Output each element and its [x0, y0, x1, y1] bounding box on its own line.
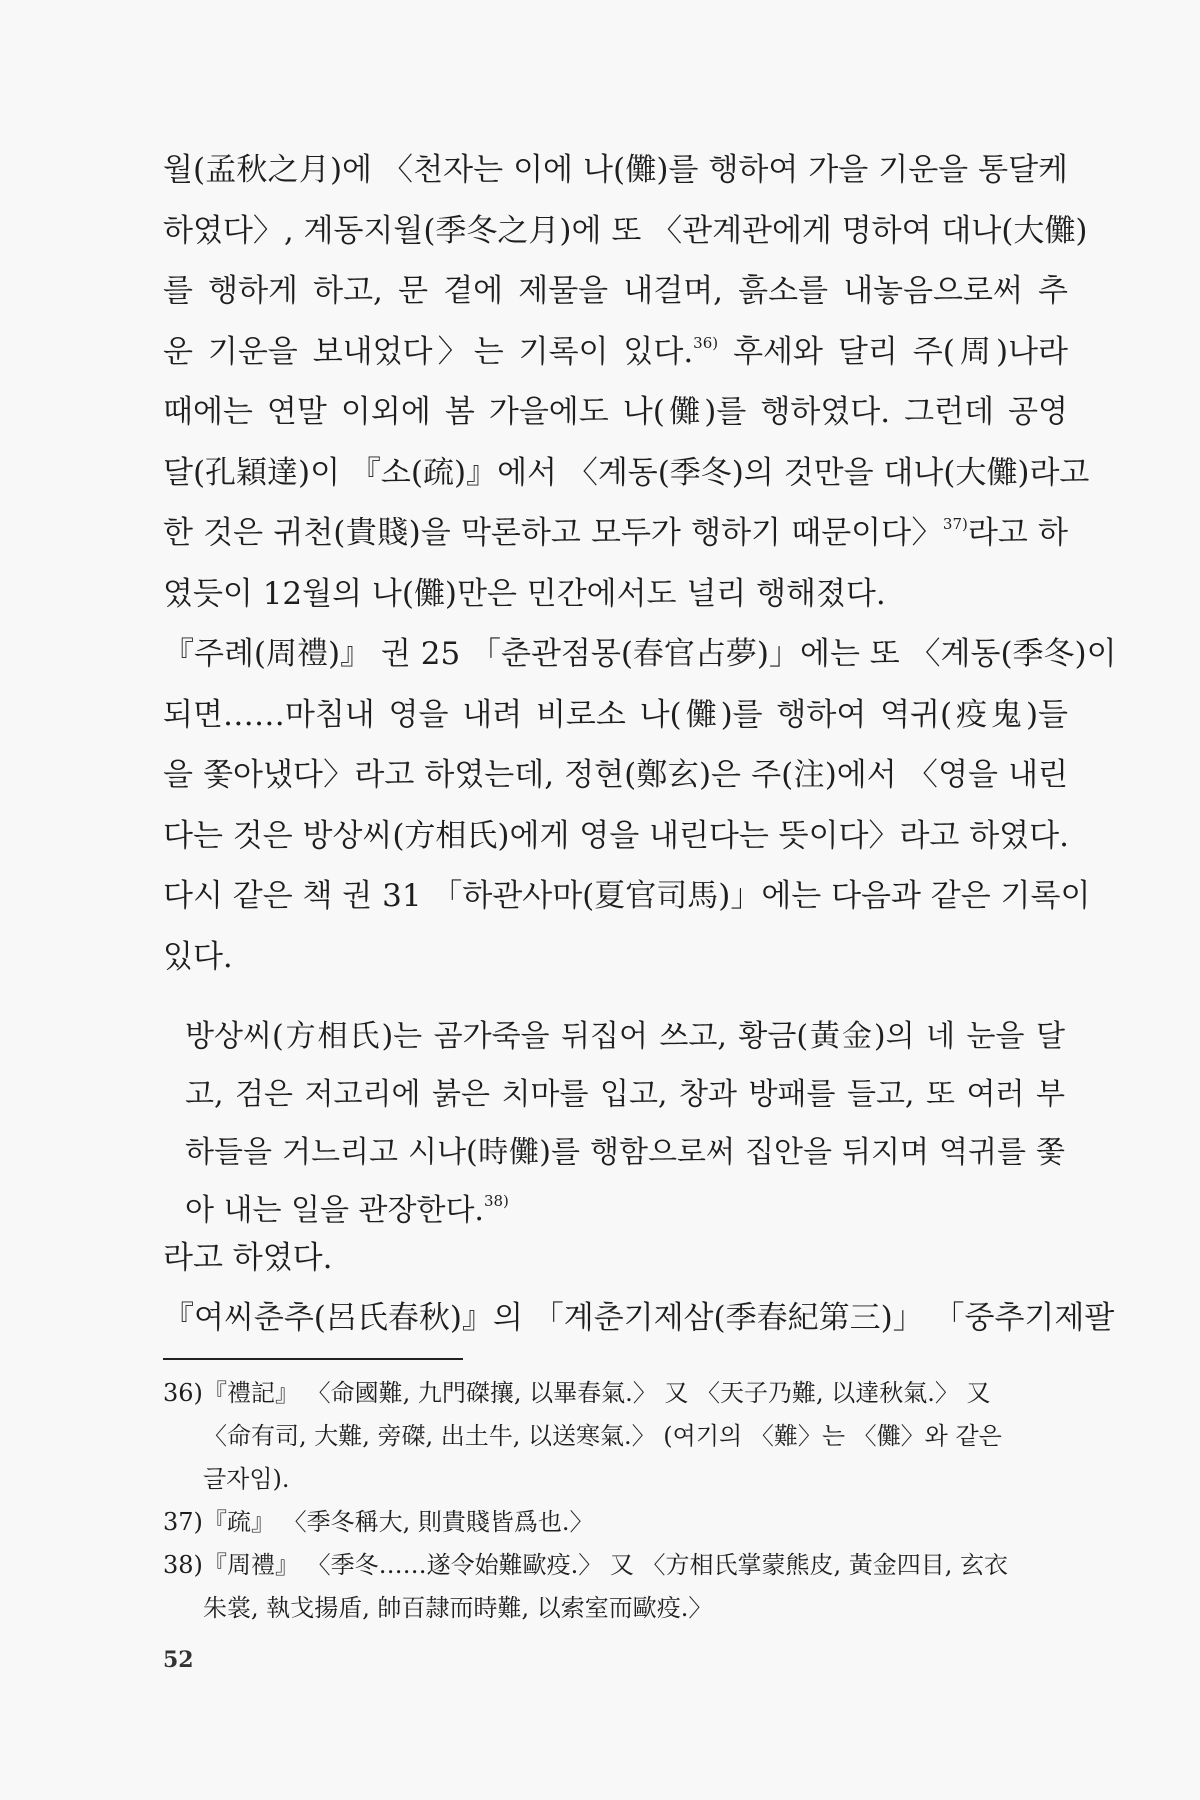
footnote-text: 글자임).: [203, 1465, 290, 1493]
footnote-text: 〈命有司, 大難, 旁磔, 出土牛, 以送寒氣.〉 (여기의 〈難〉는 〈儺〉와 같은: [203, 1422, 1002, 1450]
quote-line: 하들을 거느리고 시나(時儺)를 행함으로써 집안을 뒤지며 역귀를 쫓: [185, 1135, 1065, 1170]
text-line: 라고 하였다.: [163, 1240, 333, 1276]
footnote-ref-37: 37): [942, 515, 968, 533]
footnote-text: 朱裳, 執戈揚盾, 帥百隷而時難, 以索室而歐疫.〉: [203, 1594, 713, 1622]
text-line: 를 행하게 하고, 문 곁에 제물을 내걸며, 흙소를 내놓음으로써 추: [163, 273, 1068, 309]
text-line: 달(孔穎達)이 『소(疏)』에서 〈계동(季冬)의 것만을 대나(大儺)라고: [163, 454, 1090, 491]
main-text: [163, 140, 1117, 987]
text-line: 되면……마침내 영을 내려 비로소 나(儺)를 행하여 역귀(疫鬼)들: [163, 696, 1068, 733]
quote-line: 방상씨(方相氏)는 곰가죽을 뒤집어 쓰고, 황금(黃金)의 네 눈을 달: [185, 1019, 1065, 1054]
text-line: 을 쫓아냈다〉라고 하였는데, 정현(鄭玄)은 주(注)에서 〈영을 내린: [163, 757, 1068, 793]
text-segment: 운 기운을 보내었다〉는 기록이 있다.: [163, 333, 694, 370]
quote-line: 고, 검은 저고리에 붉은 치마를 입고, 창과 방패를 들고, 또 여러 부: [185, 1077, 1065, 1112]
footnote-number: 37): [163, 1508, 203, 1536]
footnote-ref-38: 38): [483, 1192, 509, 1210]
footnote-text: 『疏』 〈季冬稱大, 則貴賤皆爲也.〉: [203, 1508, 594, 1536]
footnote-36: [163, 1372, 1068, 1501]
text-line: 하였다〉, 계동지월(季冬之月)에 또 〈관계관에게 명하여 대나(大儺): [163, 212, 1088, 249]
page-number: 52: [163, 1647, 194, 1673]
text-segment: 한 것은 귀천(貴賤)을 막론하고 모두가 행하기 때문이다〉: [163, 515, 943, 551]
footnote-ref-36: 36): [693, 333, 719, 352]
text-line: 다시 같은 책 권 31 「하관사마(夏官司馬)」에는 다음과 같은 기록이: [163, 878, 1091, 914]
footnote-37: [163, 1501, 1068, 1544]
text-line: 월(孟秋之月)에 〈천자는 이에 나(儺)를 행하여 가을 기운을 통달케: [163, 152, 1068, 188]
text-segment: 아 내는 일을 관장한다.: [185, 1193, 484, 1228]
text-line: [163, 503, 1068, 564]
footnote-text: 『周禮』 〈季冬……遂令始難歐疫.〉 又 〈方相氏掌蒙熊皮, 黃金四目, 玄衣: [203, 1551, 1009, 1579]
text-segment: 라고 하: [967, 515, 1068, 551]
block-quote: [185, 1008, 1065, 1240]
footnote-number: 36): [163, 1379, 203, 1407]
text-line: 다는 것은 방상씨(方相氏)에게 영을 내린다는 뜻이다〉라고 하였다.: [163, 817, 1069, 854]
text-line: 있다.: [163, 938, 233, 975]
footnote-number: 38): [163, 1551, 203, 1579]
text-line: 때에는 연말 이외에 봄 가을에도 나(儺)를 행하였다. 그런데 공영: [163, 394, 1068, 430]
text-line: 『주례(周禮)』 권 25 「춘관점몽(春官占夢)」에는 또 〈계동(季冬)이: [163, 636, 1117, 672]
footnote-text: 『禮記』 〈命國難, 九門磔攘, 以畢春氣.〉 又 〈天子乃難, 以達秋氣.〉 又: [203, 1379, 991, 1407]
text-line: 였듯이 12월의 나(儺)만은 민간에서도 널리 행해졌다.: [163, 575, 886, 612]
text-segment: 후세와 달리 주(周)나라: [718, 333, 1068, 370]
text-line: 『여씨춘추(呂氏春秋)』의 「계춘기제삼(季春紀第三)」 「중추기제팔: [163, 1300, 1115, 1336]
footnote-38: [163, 1544, 1068, 1630]
footnotes: [163, 1372, 1068, 1630]
text-line: [163, 322, 1068, 383]
footnote-divider: [163, 1358, 463, 1360]
continuation-text: [163, 1228, 1115, 1348]
